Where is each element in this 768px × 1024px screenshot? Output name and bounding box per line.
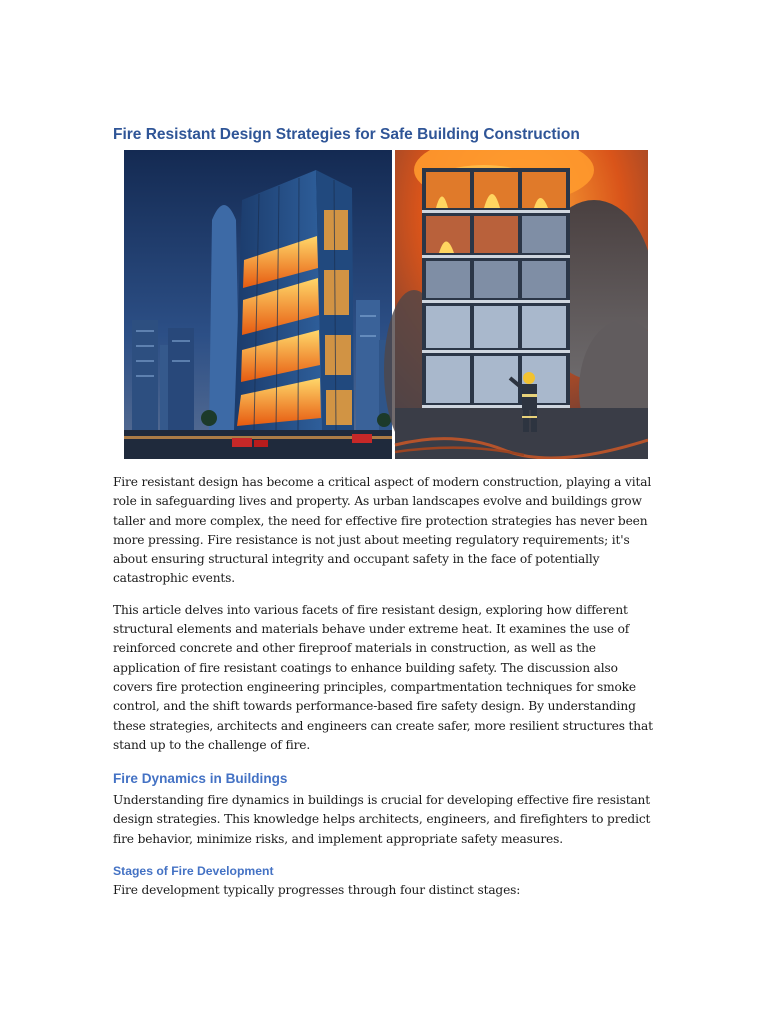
- overview-paragraph: This article delves into various facets of fire resistant design, exploring how different structural elements and materials behave under extreme heat. It examines the use of reinforced concrete and other fireproof materials in construction, as well as the application of fire resistant coatings to enhance building safety. The discussion also covers fire protection engineering principles, compartmentation techniques for smoke control, and the shift towards performance-based fire safety design. By understanding these strategies, architects and engineers can create safer, more resilient structures that stand up to the challenge of fire.: [113, 602, 653, 752]
- document-page: [113, 124, 658, 900]
- document-title: Fire Resistant Design Strategies for Safe Building Construction: [113, 126, 580, 143]
- intro-paragraph: Fire resistant design has become a critical aspect of modern construction, playing a vital role in safeguarding lives and property. As urban landscapes evolve and buildings grow taller and more complex, the need for effective fire protection strategies has never been more pressing. Fire resistance is not just about meeting regulatory requirements; it's about ensuring structural integrity and occupant safety in the face of potentially catastrophic events.: [113, 475, 652, 586]
- building-cutaway-scene: [384, 150, 648, 459]
- subsection-paragraph: Fire development typically progresses through four distinct stages:: [113, 883, 521, 898]
- section-heading: Fire Dynamics in Buildings: [113, 771, 288, 787]
- subsection-heading: Stages of Fire Development: [113, 864, 274, 879]
- burning-tower-scene: [124, 150, 392, 459]
- section-paragraph: Understanding fire dynamics in buildings is crucial for developing effective fire resistant design strategies. This knowledge helps architects, engineers, and firefighters to predict fire behavior, minimize risks, and implement appropriate safety measures.: [113, 793, 651, 846]
- hero-illustration: [124, 150, 648, 459]
